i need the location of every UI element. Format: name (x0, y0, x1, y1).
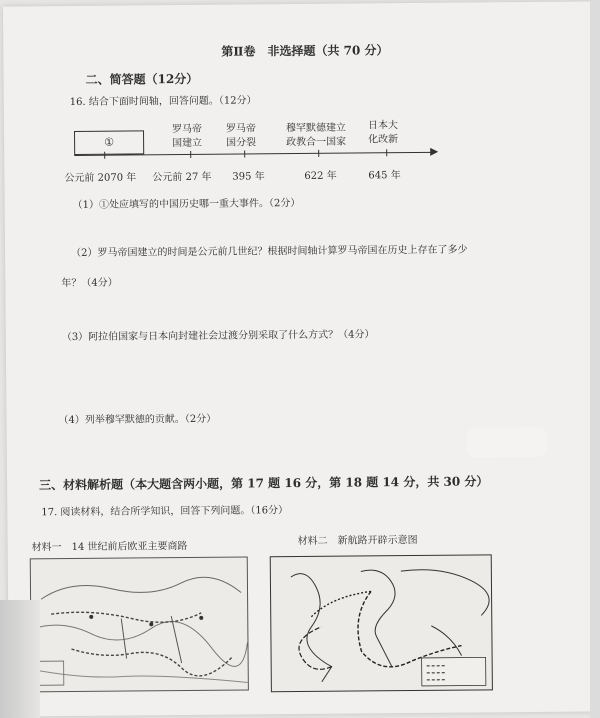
question-16: 16. 结合下面时间轴，回答问题。（12分） (69, 95, 257, 108)
timeline-date: 公元前 2070 年 (64, 172, 137, 185)
trade-routes-map (30, 556, 249, 692)
question-17: 17. 阅读材料，结合所学知识，回答下列问题。（16分） (41, 505, 289, 519)
question-16-part-3: （3）阿拉伯国家与日本向封建社会过渡分别采取了什么方式？（4分） (61, 329, 375, 344)
exam-title: 第Ⅱ卷 非选择题（共 70 分） (221, 43, 389, 59)
timeline-tick (318, 150, 319, 157)
timeline-tick (190, 151, 191, 158)
timeline-arrow-icon (430, 148, 438, 156)
timeline-tick (386, 149, 387, 156)
material-2-caption: 材料二 新航路开辟示意图 (297, 534, 418, 548)
timeline-event-muhammad: 穆罕默德建立 政教合一国家 (285, 122, 347, 149)
new-sea-routes-map-drawing (271, 555, 492, 691)
timeline-event-taika-reform: 日本大 化改新 (367, 120, 399, 146)
question-16-part-4: （4）列举穆罕默德的贡献。（2分） (58, 413, 217, 427)
timeline-date: 622 年 (304, 170, 337, 182)
page-edge (590, 0, 600, 718)
timeline-event-rome-founded: 罗马帝 国建立 (171, 123, 203, 150)
section-2-heading: 二、简答题（12分） (85, 71, 199, 87)
timeline-tick (244, 150, 245, 157)
section-3-heading: 三、材料解析题（本大题含两小题，第 17 题 16 分，第 18 题 14 分，共 30 分） (39, 474, 489, 493)
photo-shadow (0, 600, 40, 718)
timeline-blank-box: ① (74, 130, 144, 155)
question-16-part-2-line1: （2）罗马帝国建立的时间是公元前几世纪？根据时间轴计算罗马帝国在历史上存在了多少 (71, 244, 468, 259)
new-sea-routes-map (270, 554, 493, 692)
question-16-part-2-line2: 年？（4分） (61, 277, 118, 290)
timeline-date: 645 年 (368, 170, 401, 182)
timeline-tick (104, 152, 105, 159)
question-16-part-1: （1）①处应填写的中国历史哪一重大事件。（2分） (72, 197, 301, 211)
timeline-date: 公元前 27 年 (152, 171, 212, 184)
exam-paper (3, 1, 597, 716)
timeline-event-rome-split: 罗马帝 国分裂 (225, 123, 257, 149)
paper-smudge (467, 427, 547, 458)
trade-routes-map-drawing (31, 557, 248, 691)
timeline-date: 395 年 (232, 171, 265, 183)
material-1-caption: 材料一 14 世纪前后欧亚主要商路 (31, 540, 188, 554)
